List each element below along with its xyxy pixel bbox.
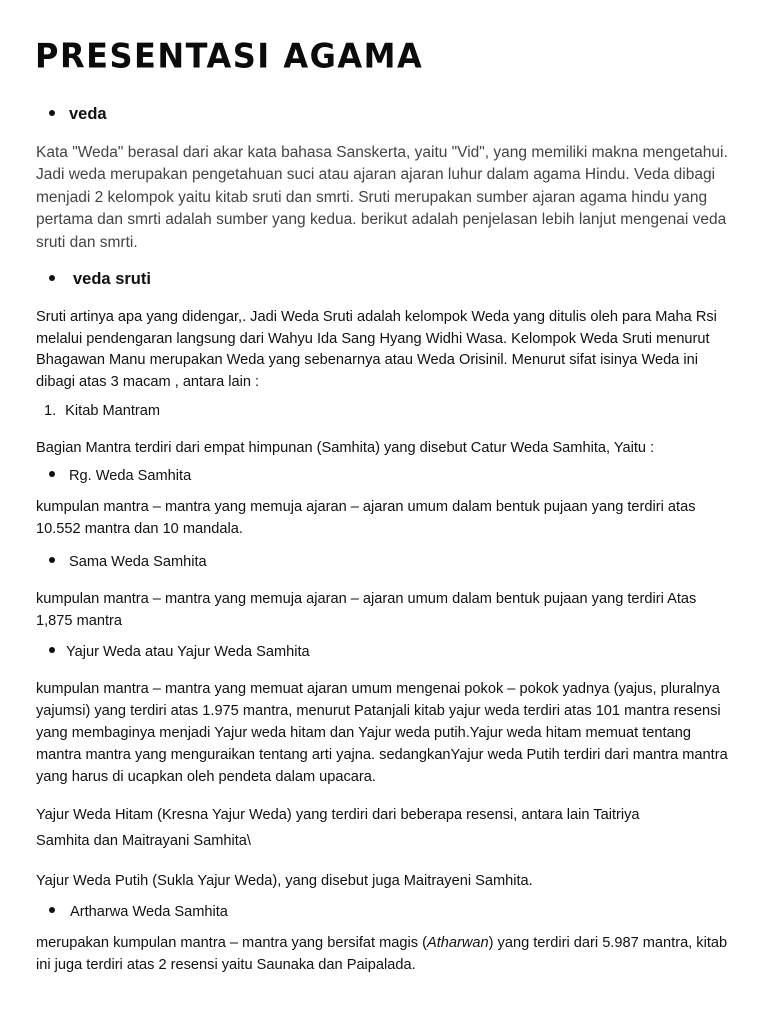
heading-sruti: veda sruti <box>73 270 151 288</box>
paragraph-yajur: kumpulan mantra – mantra yang memuat ajaran umum mengenai pokok – pokok yadnya (yajus, pluralnya yajumsi) yang terdiri atas 1.975 mantra, menurut Patanjali kitab yajur weda terdiri atas 101 mantra resensi yang membaginya menjadi Yajur weda hitam dan Yajur weda putih.Yajur weda hitam memuat tentang mantra mantra yang menguraikan tentang arti yajna. sedangkanYajur weda Putih terdiri dari mantra mantra yang harus di ucapkan oleh pendeta dalam upacara. <box>36 681 728 785</box>
atharwa-italic-term: Atharwan <box>426 935 489 951</box>
atharwa-text-start: merupakan kumpulan mantra – mantra yang bersifat magis ( <box>36 935 427 951</box>
page-title: PRESENTASI AGAMA <box>35 36 424 76</box>
bullet-sama <box>49 554 207 570</box>
paragraph-hitam-line1: Yajur Weda Hitam (Kresna Yajur Weda) yang terdiri dari beberapa resensi, antara lain Taitriya <box>36 807 640 823</box>
numbered-item-1 <box>44 403 160 419</box>
heading-bullet-sruti <box>49 270 151 289</box>
bullet-rg-label: Rg. Weda Samhita <box>69 468 192 484</box>
numbered-item-label: Kitab Mantram <box>65 403 161 419</box>
paragraph-hitam-line2: Samhita dan Maitrayani Samhita\ <box>36 833 251 849</box>
bullet-atharwa-label: Artharwa Weda Samhita <box>70 904 228 920</box>
paragraph-sruti: Sruti artinya apa yang didengar,. Jadi Weda Sruti adalah kelompok Weda yang ditulis oleh para Maha Rsi melalui pendengaran langsung dari Wahyu Ida Sang Hyang Widhi Wasa. Kelompok Weda Sruti menurut Bhagawan Manu merupakan Weda yang sebenarnya atau Weda Orisinil. Menurut sifat isinya Weda ini dibagi atas 3 macam , antara lain : <box>36 309 717 390</box>
bullet-dot-icon <box>49 557 55 563</box>
bullet-atharwa <box>49 904 228 920</box>
bullet-yajur-label: Yajur Weda atau Yajur Weda Samhita <box>66 644 310 660</box>
paragraph-putih: Yajur Weda Putih (Sukla Yajur Weda), yang disebut juga Maitrayeni Samhita. <box>36 873 533 889</box>
paragraph-sama: kumpulan mantra – mantra yang memuja ajaran – ajaran umum dalam bentuk pujaan yang terdiri Atas 1,875 mantra <box>36 591 697 629</box>
bullet-yajur <box>49 644 310 660</box>
heading-veda: veda <box>69 105 107 123</box>
atharwa-text-end: ) yang terdiri dari 5.987 mantra, kitab ini juga terdiri atas 2 resensi yaitu Saunaka dan Paipalada. <box>36 935 728 973</box>
bullet-dot-icon <box>49 275 55 281</box>
bullet-dot-icon <box>49 110 55 116</box>
number-marker: 1. <box>44 403 57 419</box>
bullet-sama-label: Sama Weda Samhita <box>69 554 207 570</box>
paragraph-rg: kumpulan mantra – mantra yang memuja ajaran – ajaran umum dalam bentuk pujaan yang terdiri atas 10.552 mantra dan 10 mandala. <box>36 499 696 537</box>
bullet-rg <box>49 468 191 484</box>
paragraph-atharwa <box>36 932 736 976</box>
heading-bullet-veda <box>49 105 107 124</box>
bullet-dot-icon <box>49 471 55 477</box>
paragraph-mantra: Bagian Mantra terdiri dari empat himpunan (Samhita) yang disebut Catur Weda Samhita, Yaitu : <box>36 440 655 456</box>
bullet-dot-icon <box>49 647 55 653</box>
paragraph-veda: Kata "Weda" berasal dari akar kata bahasa Sanskerta, yaitu "Vid", yang memiliki makna mengetahui. Jadi weda merupakan pengetahuan suci atau ajaran ajaran luhur dalam agama Hindu. Veda dibagi menjadi 2 kelompok yaitu kitab sruti dan smrti. Sruti merupakan sumber ajaran agama hindu yang pertama dan smrti adalah sumber yang kedua. berikut adalah penjelasan lebih lanjut mengenai veda sruti dan smrti. <box>36 144 728 251</box>
bullet-dot-icon <box>49 907 55 913</box>
